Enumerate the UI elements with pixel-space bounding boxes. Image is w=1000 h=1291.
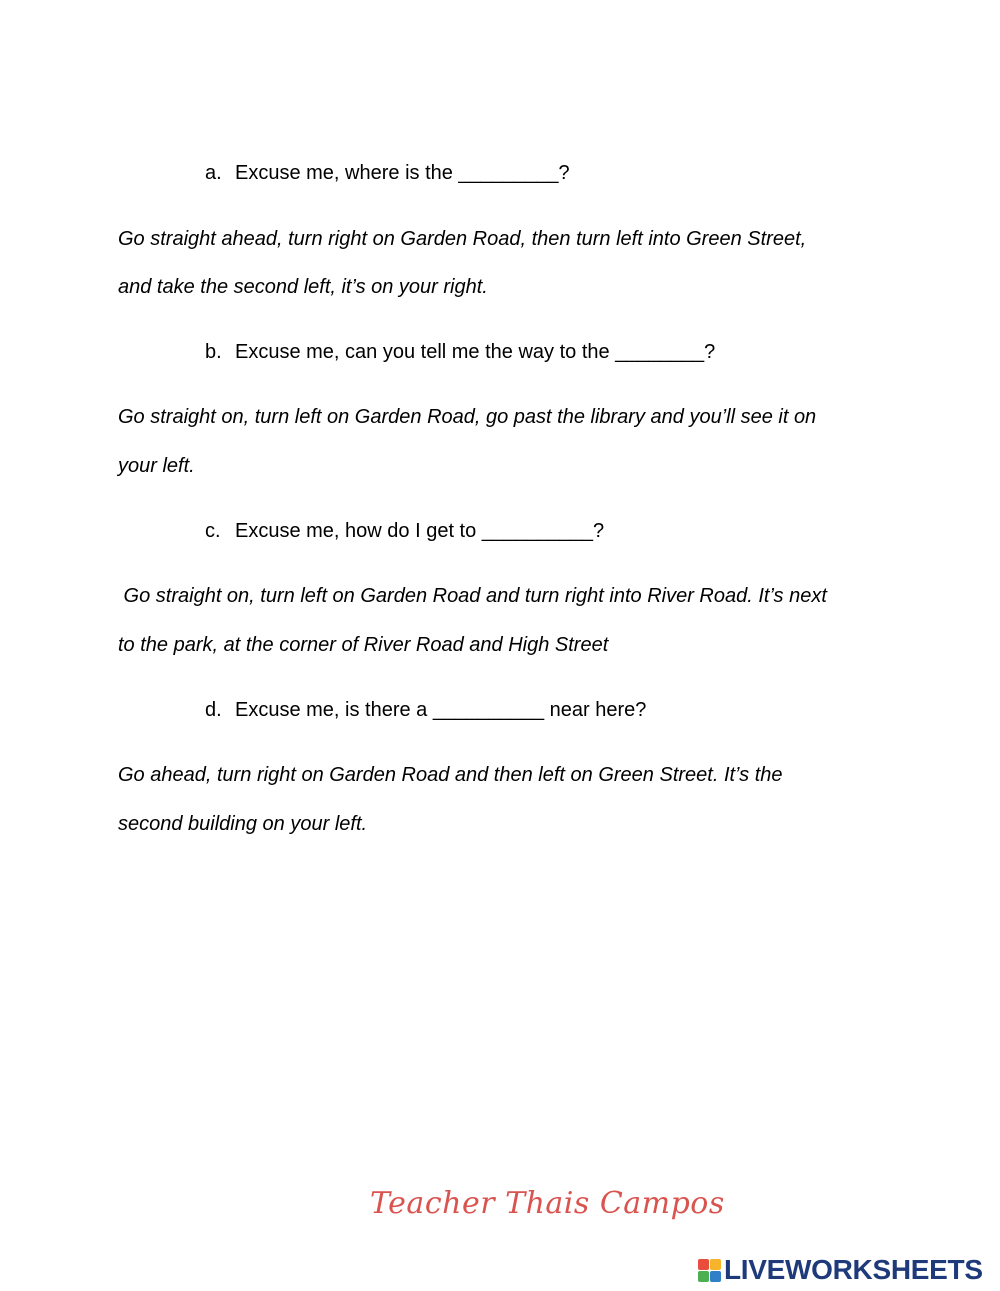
question-d (205, 699, 646, 722)
question-b (205, 341, 715, 364)
answer-b-line-2: your left. (118, 455, 195, 477)
answer-d-line-2: second building on your left. (118, 813, 368, 835)
answer-c-line-2: to the park, at the corner of River Road and High Street (118, 634, 609, 656)
question-a (205, 162, 570, 185)
logo-square (698, 1259, 709, 1270)
question-text: Excuse me, where is the _________? (235, 162, 570, 184)
question-letter: a. (205, 162, 222, 184)
question-letter: b. (205, 341, 222, 363)
question-letter: c. (205, 520, 221, 542)
question-text: Excuse me, how do I get to __________? (235, 520, 605, 542)
question-c (205, 520, 604, 543)
liveworksheets-brand (698, 1255, 983, 1285)
teacher-signature: Teacher Thais Campos (370, 1186, 725, 1221)
answer-b-line-1: Go straight on, turn left on Garden Road, go past the library and you’ll see it on (118, 406, 817, 428)
answer-c-line-1: Go straight on, turn left on Garden Road and turn right into River Road. It’s next (118, 585, 827, 607)
question-letter: d. (205, 699, 222, 721)
logo-square (698, 1271, 709, 1282)
liveworksheets-logo-icon (698, 1259, 721, 1282)
logo-square (710, 1271, 721, 1282)
question-text: Excuse me, is there a __________ near here? (235, 699, 647, 721)
answer-a-line-2: and take the second left, it’s on your right. (118, 276, 488, 298)
logo-square (710, 1259, 721, 1270)
brand-name: LIVEWORKSHEETS (724, 1254, 983, 1285)
answer-a-line-1: Go straight ahead, turn right on Garden Road, then turn left into Green Street, (118, 228, 807, 250)
question-text: Excuse me, can you tell me the way to the ________? (235, 341, 716, 363)
answer-d-line-1: Go ahead, turn right on Garden Road and then left on Green Street. It’s the (118, 764, 783, 786)
